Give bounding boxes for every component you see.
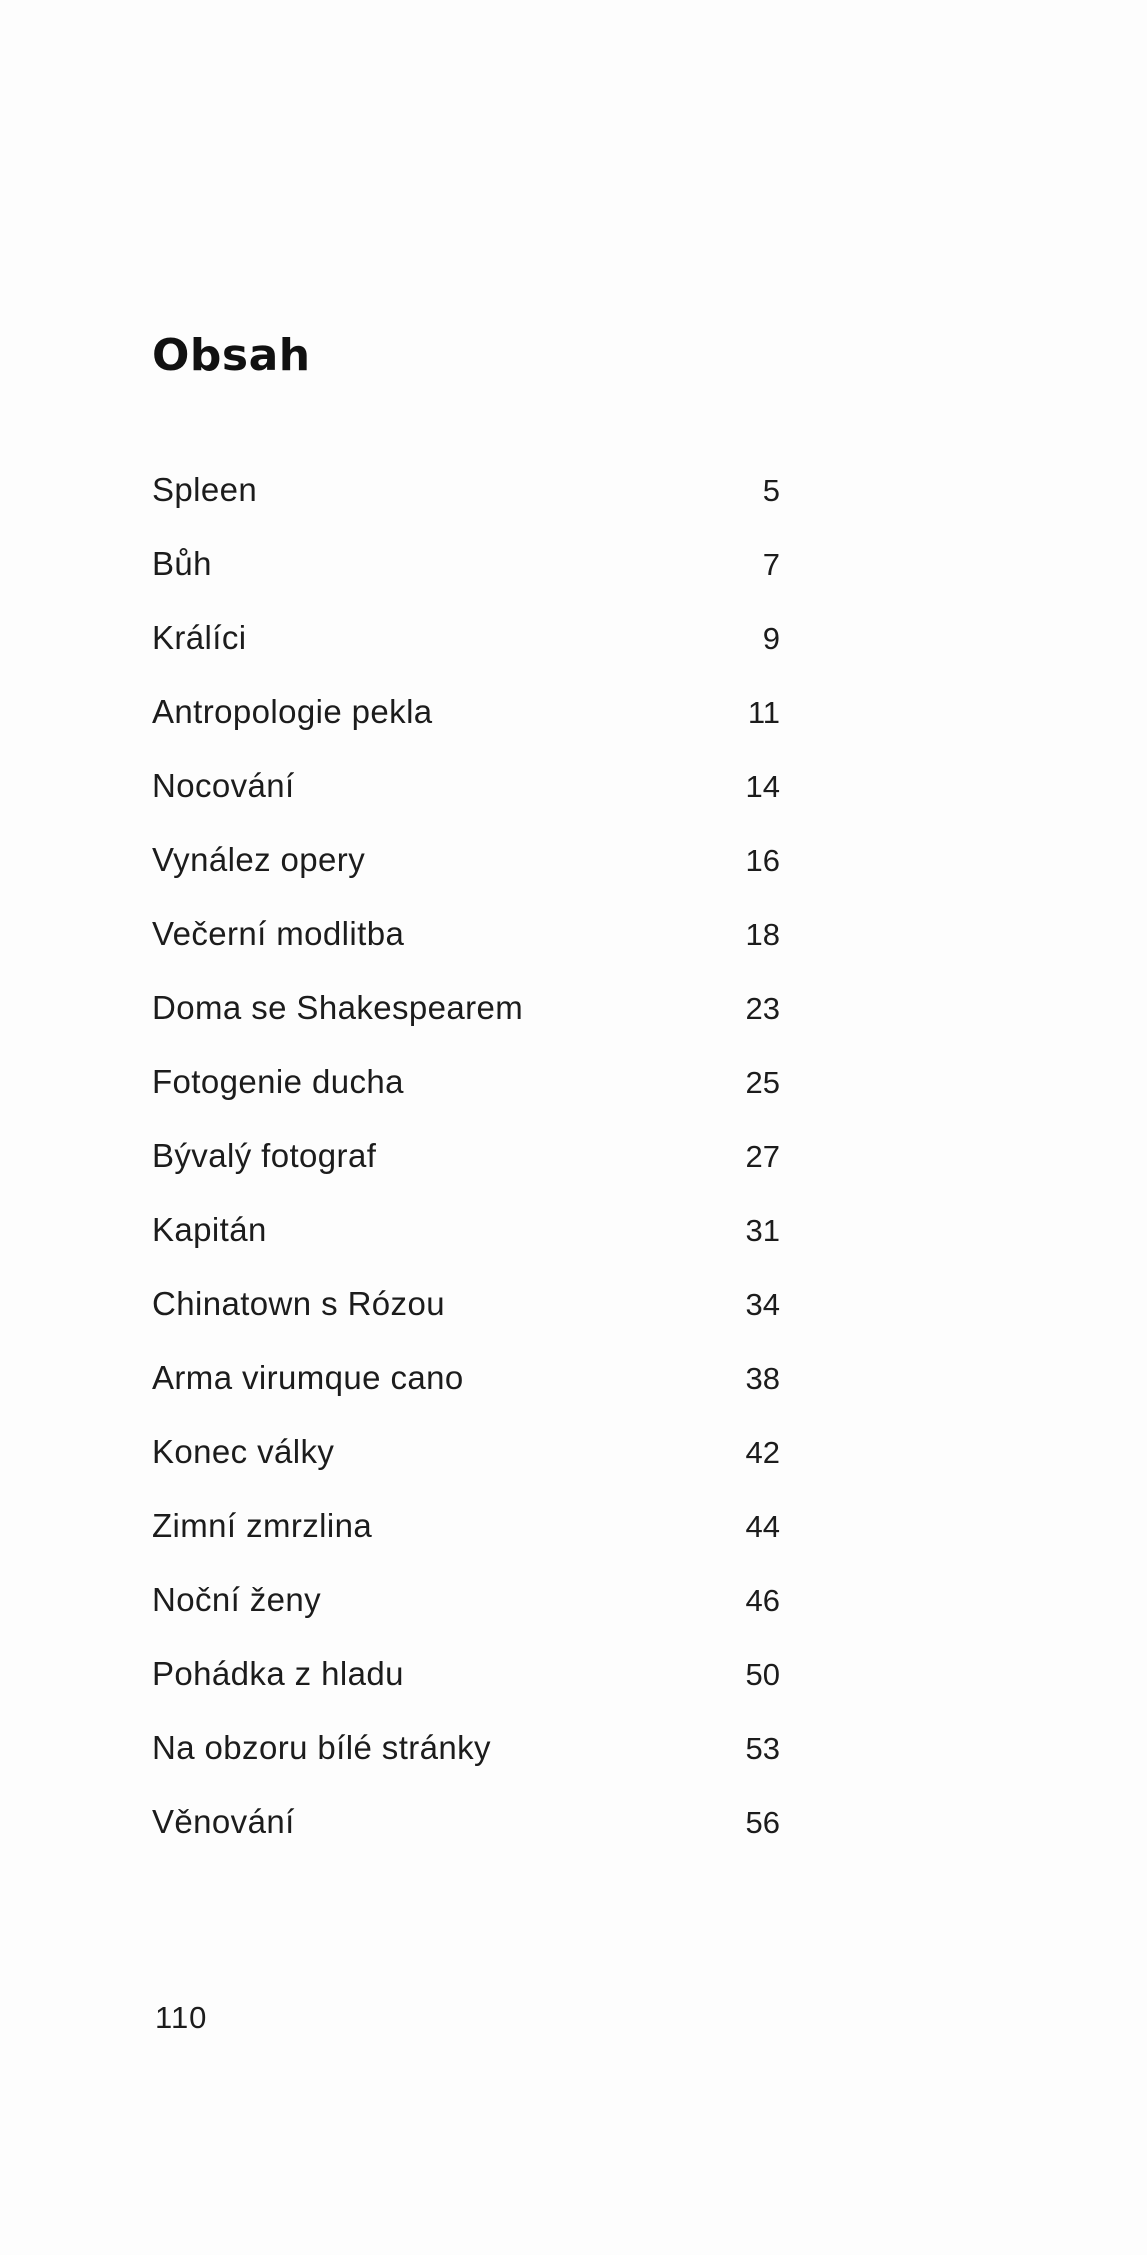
list-item [152, 471, 952, 545]
toc-entry-page: 38 [745, 1361, 780, 1396]
toc-entry-page: 23 [745, 991, 780, 1026]
list-item [152, 841, 952, 915]
toc-entry-title: Chinatown s Rózou [152, 1285, 445, 1322]
toc-entry-page: 18 [745, 917, 780, 952]
list-item [152, 619, 952, 693]
list-item [152, 1729, 952, 1803]
list-item [152, 1433, 952, 1507]
page-folio-number: 110 [155, 2000, 208, 2035]
list-item [152, 1211, 952, 1285]
toc-entry-title: Vynález opery [152, 841, 366, 878]
list-item [152, 1581, 952, 1655]
toc-entry-title: Spleen [152, 471, 258, 508]
list-item [152, 1285, 952, 1359]
toc-entry-page: 44 [745, 1509, 780, 1544]
toc-entry-title: Na obzoru bílé stránky [152, 1729, 491, 1766]
toc-entry-page: 46 [745, 1583, 780, 1618]
toc-entry-title: Věnování [152, 1803, 295, 1840]
toc-entry-page: 25 [745, 1065, 780, 1100]
page-title: Obsah [152, 330, 311, 381]
toc-entry-title: Doma se Shakespearem [152, 989, 524, 1026]
toc-entry-page: 50 [745, 1657, 780, 1692]
toc-entry-title: Bůh [152, 545, 212, 582]
toc-entry-title: Večerní modlitba [152, 915, 405, 952]
toc-entry-title: Fotogenie ducha [152, 1063, 404, 1100]
toc-entry-title: Nocování [152, 767, 295, 804]
toc-entry-title: Pohádka z hladu [152, 1655, 404, 1692]
toc-entry-page: 5 [762, 473, 780, 508]
toc-entry-title: Králíci [152, 619, 247, 656]
list-item [152, 1063, 952, 1137]
toc-entry-page: 34 [745, 1287, 780, 1322]
list-item [152, 989, 952, 1063]
toc-entry-page: 9 [762, 621, 780, 656]
list-item [152, 1803, 952, 1877]
toc-entry-page: 42 [745, 1435, 780, 1470]
list-item [152, 915, 952, 989]
toc-entry-page: 27 [745, 1139, 780, 1174]
toc-entry-title: Antropologie pekla [152, 693, 433, 730]
toc-entry-title: Kapitán [152, 1211, 267, 1248]
list-item [152, 1359, 952, 1433]
list-item [152, 767, 952, 841]
toc-entry-title: Noční ženy [152, 1581, 322, 1618]
toc-entry-page: 31 [745, 1213, 780, 1248]
list-item [152, 1507, 952, 1581]
toc-entry-title: Zimní zmrzlina [152, 1507, 373, 1544]
toc-entry-page: 16 [745, 843, 780, 878]
toc-entry-title: Konec války [152, 1433, 335, 1470]
toc-list [152, 471, 952, 1877]
toc-entry-page: 56 [745, 1805, 780, 1840]
table-of-contents [152, 330, 962, 1877]
list-item [152, 1655, 952, 1729]
toc-entry-title: Arma virumque cano [152, 1359, 464, 1396]
toc-entry-title: Bývalý fotograf [152, 1137, 377, 1174]
toc-entry-page: 14 [745, 769, 780, 804]
toc-entry-page: 11 [747, 695, 780, 730]
toc-entry-page: 53 [745, 1731, 780, 1766]
toc-entry-page: 7 [762, 547, 780, 582]
list-item [152, 1137, 952, 1211]
list-item [152, 693, 952, 767]
list-item [152, 545, 952, 619]
